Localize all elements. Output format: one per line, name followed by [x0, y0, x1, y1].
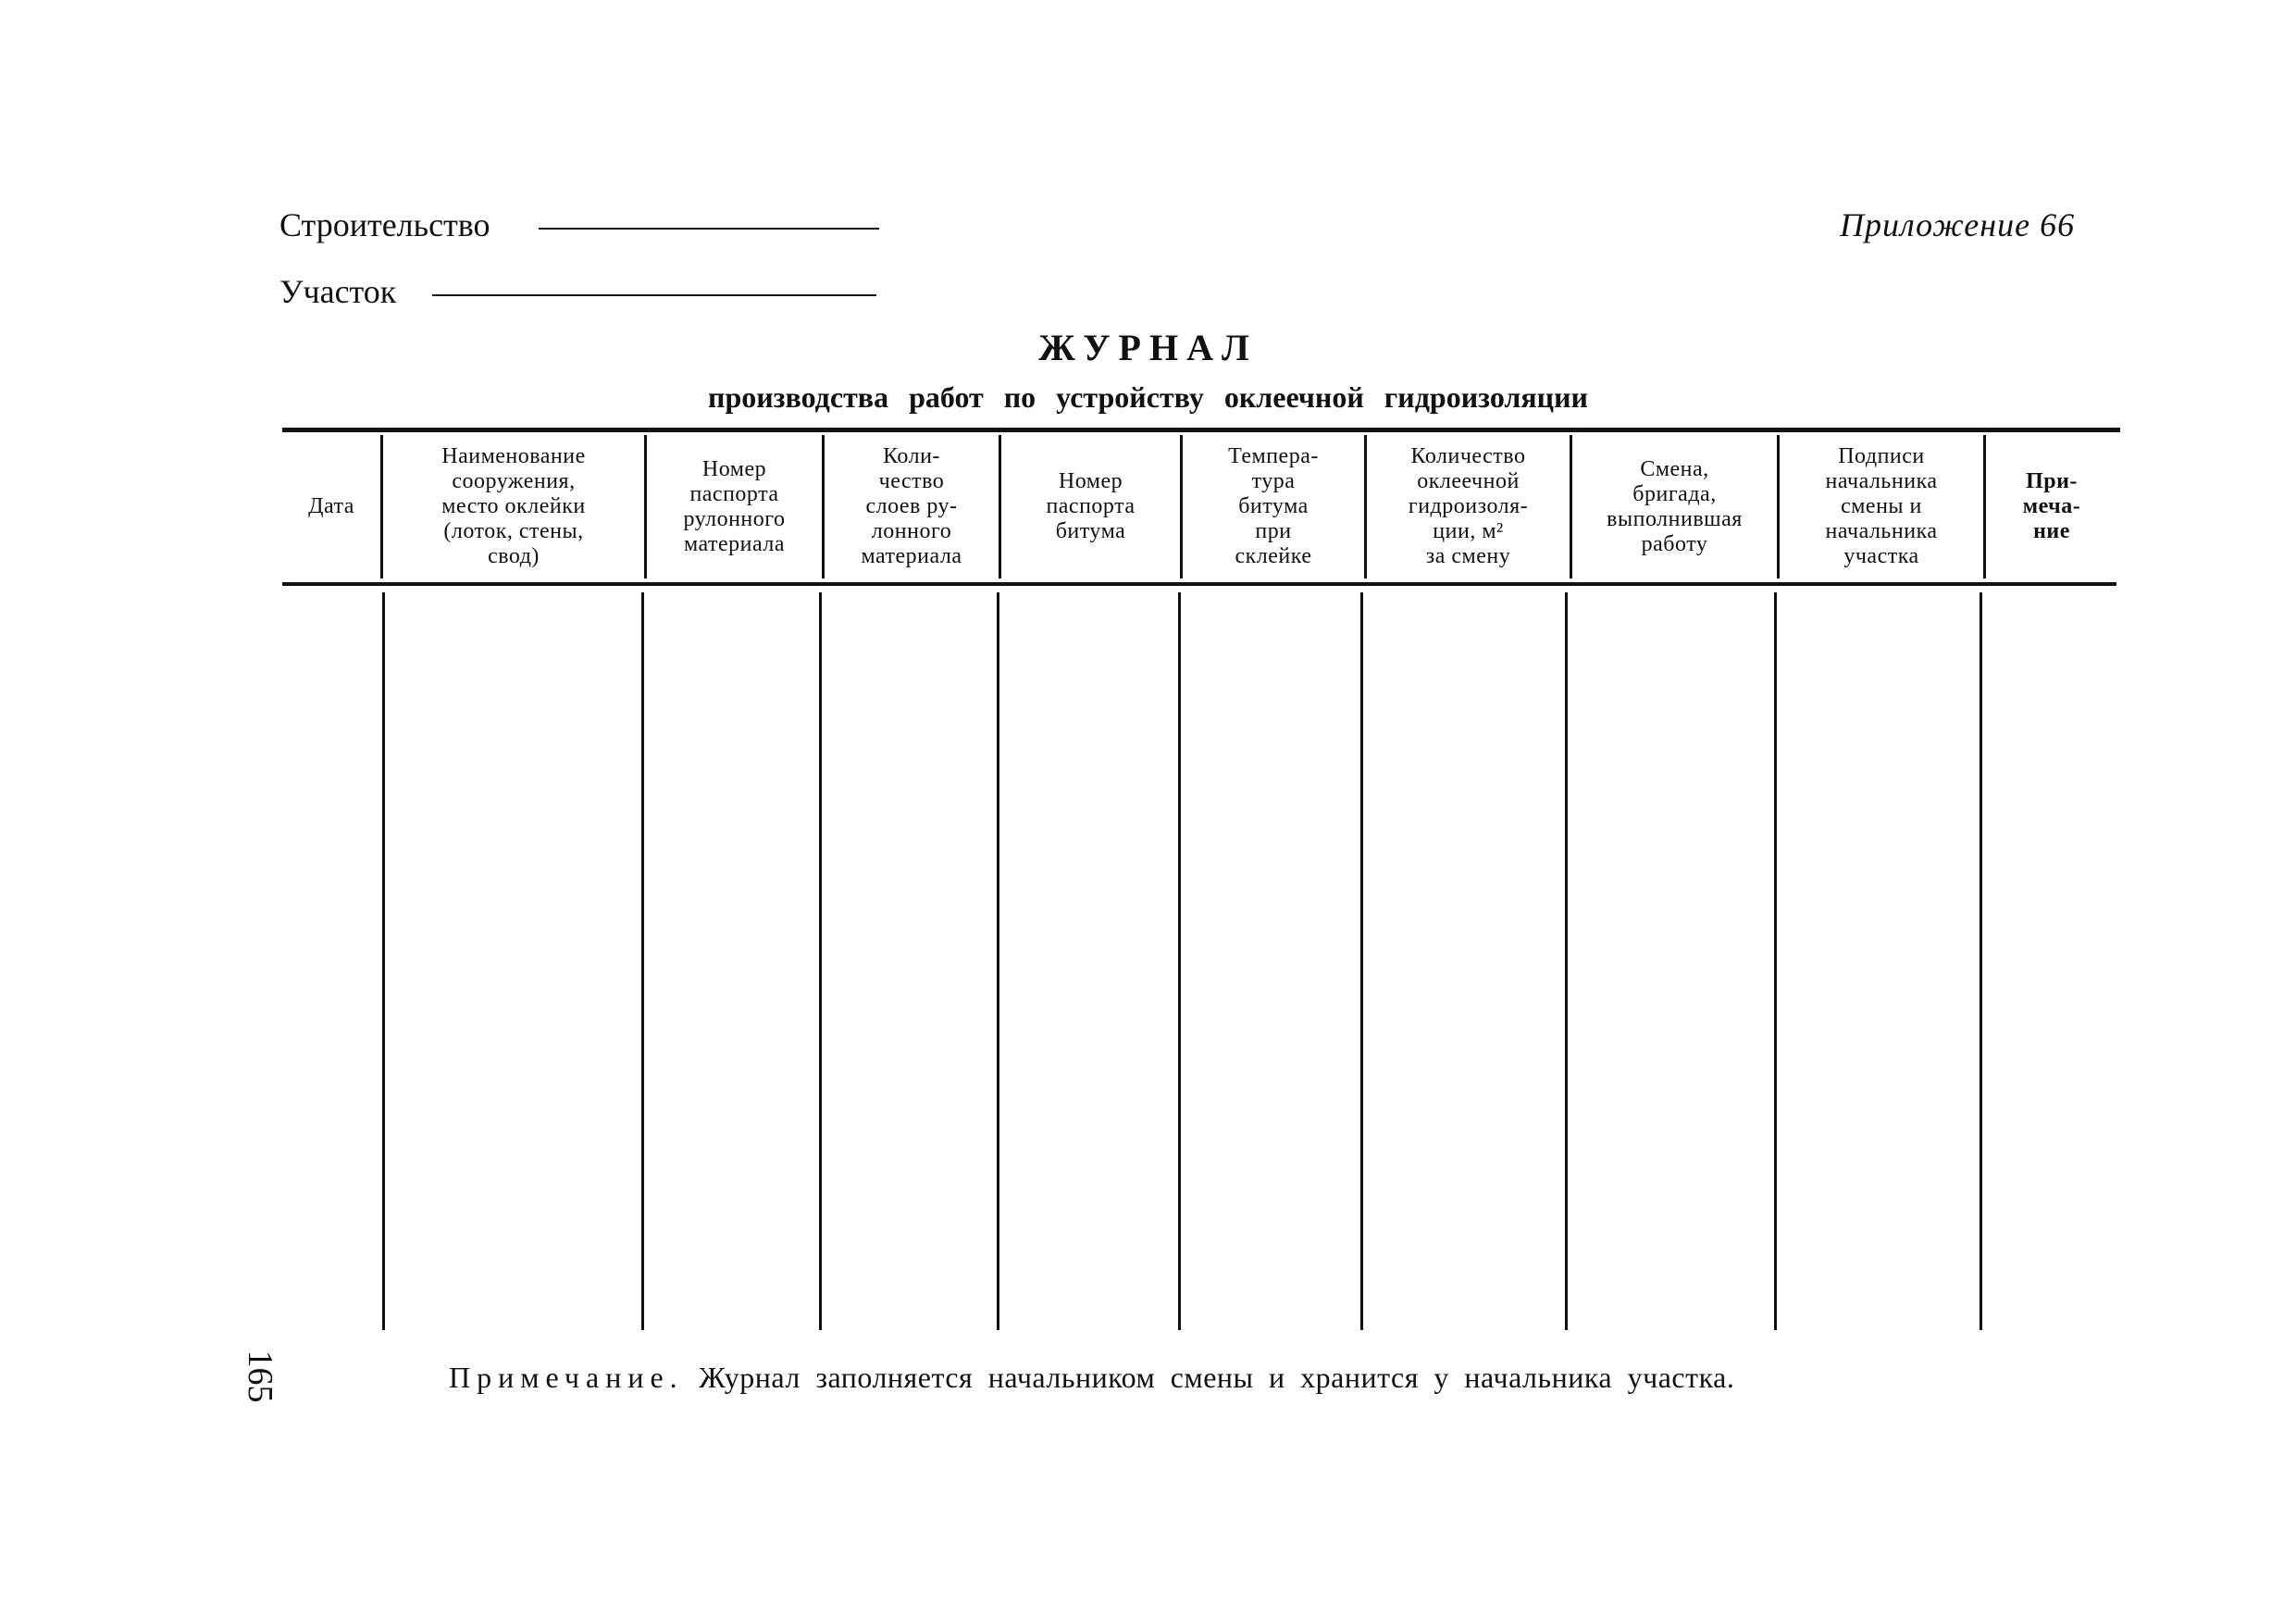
appendix-label: Приложение 66 [1840, 206, 2076, 243]
section-line[interactable] [432, 294, 876, 296]
column-separator [997, 592, 999, 1330]
col-header-date: Дата [308, 494, 354, 518]
page-number: 165 [241, 1350, 279, 1403]
col-header-roll-passport: Номер паспорта рулонного материала [683, 456, 786, 556]
journal-subtitle: производства работ по устройству оклеечной гидроизоляции [708, 380, 1588, 414]
column-separator [1774, 592, 1777, 1330]
construction-line[interactable] [539, 228, 879, 230]
section-label: Участок [279, 273, 397, 310]
col-header-shift-brigade: Смена, бригада, выполнившая работу [1607, 456, 1743, 556]
column-separator [641, 592, 644, 1330]
column-separator [1565, 592, 1568, 1330]
note [449, 1361, 1734, 1395]
table-top-rule [282, 428, 2120, 432]
col-header-bitumen-passport: Номер паспорта битума [1046, 469, 1136, 543]
note-label: Примечание. [449, 1361, 684, 1394]
column-separator [1178, 592, 1181, 1330]
note-text: Журнал заполняется начальником смены и хранится у начальника участка. [699, 1361, 1735, 1394]
col-header-note: При- меча- ние [2022, 469, 2081, 543]
column-separator [819, 592, 822, 1330]
column-separator [1980, 592, 1982, 1330]
column-separator [1360, 592, 1363, 1330]
col-header-insulation-amount: Количество оклеечной гидроизоля- ции, м² за смену [1408, 444, 1529, 568]
col-header-structure: Наименование сооружения, место оклейки (лоток, стены, свод) [441, 444, 586, 568]
journal-title: ЖУРНАЛ [1038, 327, 1258, 368]
col-header-layers-count: Коли- чество слоев ру- лонного материала [861, 444, 962, 568]
construction-label: Строительство [279, 206, 490, 243]
table-header-rule [282, 582, 2116, 586]
col-header-bitumen-temperature: Темпера- тура битума при склейке [1228, 444, 1319, 568]
column-separator [382, 592, 385, 1330]
col-header-signatures: Подписи начальника смены и начальника участка [1825, 444, 1938, 568]
